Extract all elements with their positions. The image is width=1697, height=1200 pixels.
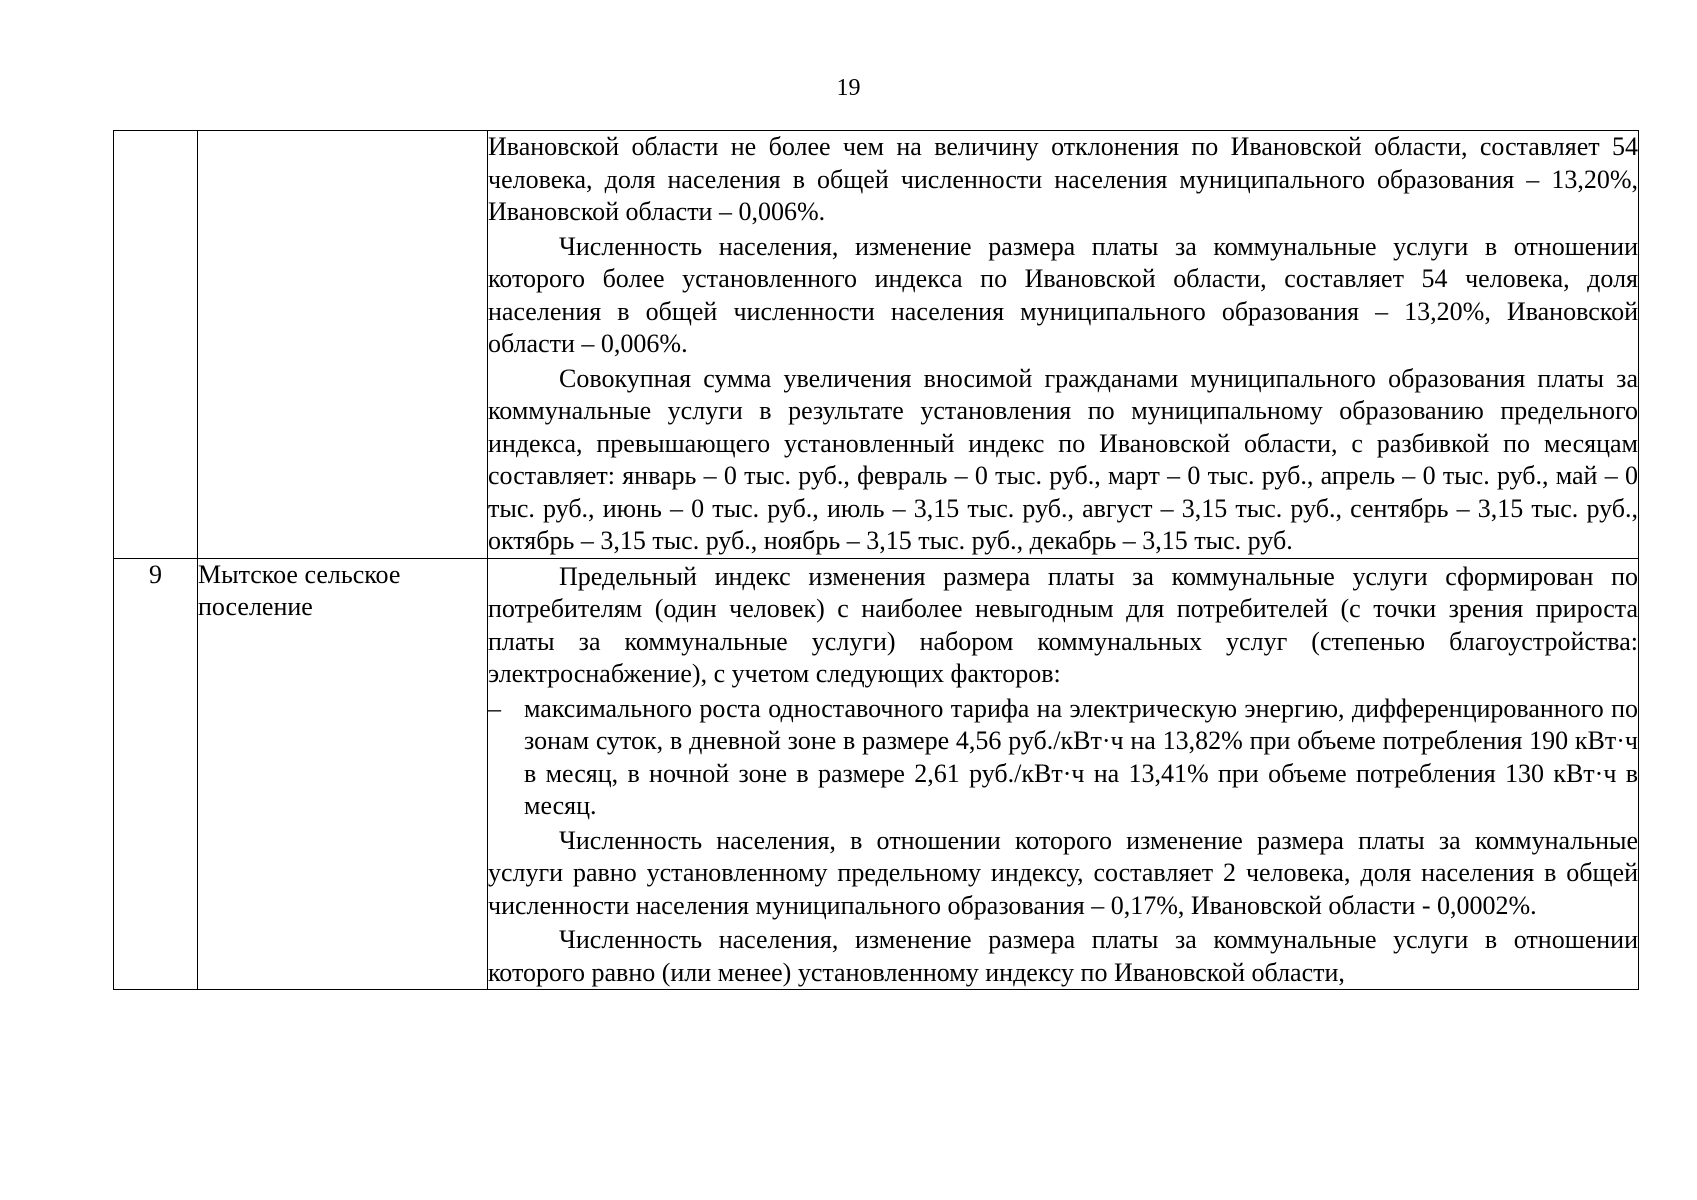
- paragraph-continuation: Ивановской области не более чем на величину отклонения по Ивановской области, составляет 54 человека, доля населения в общей численности населения муниципального образования – 13,20%, Ивановской области – 0,006%.: [488, 132, 1638, 226]
- list-item-text: максимального роста одноставочного тарифа на электрическую энергию, дифференцированного по зонам суток, в дневной зоне в размере 4,56 руб./кВт·ч на 13,82% при объеме потребления 190 кВт·ч в месяц, в ночной зоне в размере 2,61 руб./кВт·ч на 13,41% при объеме потребления 130 кВт·ч в месяц.: [524, 693, 1638, 820]
- paragraph-population-below-index: Численность населения, изменение размера платы за коммунальные услуги в отношении которого равно (или менее) установленному индексу по Ивановской области,: [488, 925, 1638, 987]
- municipality-name-cell: Мытское сельское поселение: [198, 558, 488, 990]
- paragraph-monthly-sum: Совокупная сумма увеличения вносимой гражданами муниципального образования платы за коммунальные услуги в результате установления по муниципальному образованию предельного индекса, превышающего установленный индекс по Ивановской области, с разбивкой по месяцам составляет: январь – 0 тыс. руб., февраль – 0 тыс. руб., март – 0 тыс. руб., апрель – 0 тыс. руб., май – 0 тыс. руб., июнь – 0 тыс. руб., июль – 3,15 тыс. руб., август – 3,15 тыс. руб., сентябрь – 3,15 тыс. руб., октябрь – 3,15 тыс. руб., ноябрь – 3,15 тыс. руб., декабрь – 3,15 тыс. руб.: [488, 363, 1638, 555]
- page-number: 19: [836, 75, 861, 101]
- paragraph-population-equal-index: Численность населения, в отношении которого изменение размера платы за коммунальные услуги равно установленному предельному индексу, составляет 2 человека, доля населения в общей численности населения муниципального образования – 0,17%, Ивановской области - 0,0002%.: [488, 825, 1638, 920]
- description-cell: [488, 131, 1639, 559]
- paragraph-population-above-index: Численность населения, изменение размера платы за коммунальные услуги в отношении которого более установленного индекса по Ивановской области, составляет 54 человека, доля населения в общей численности населения муниципального образования – 13,20%, Ивановской области – 0,006%.: [488, 231, 1638, 358]
- row-number-cell: [114, 131, 198, 559]
- list-item: [488, 693, 1638, 823]
- table-row-continued: [114, 131, 1639, 559]
- description-cell: [488, 558, 1639, 990]
- list-dash-marker: –: [488, 693, 501, 723]
- table-row-9: [114, 558, 1639, 990]
- municipality-name-cell: [198, 131, 488, 559]
- paragraph-index-formation: Предельный индекс изменения размера платы за коммунальные услуги сформирован по потребителям (один человек) с наиболее невыгодным для потребителей (с точки зрения прироста платы за коммунальные услуги) набором коммунальных услуг (степенью благоустройства: электроснабжение), с учетом следующих факторов:: [488, 561, 1638, 688]
- municipal-index-table: [113, 130, 1639, 990]
- row-number-cell: 9: [114, 558, 198, 990]
